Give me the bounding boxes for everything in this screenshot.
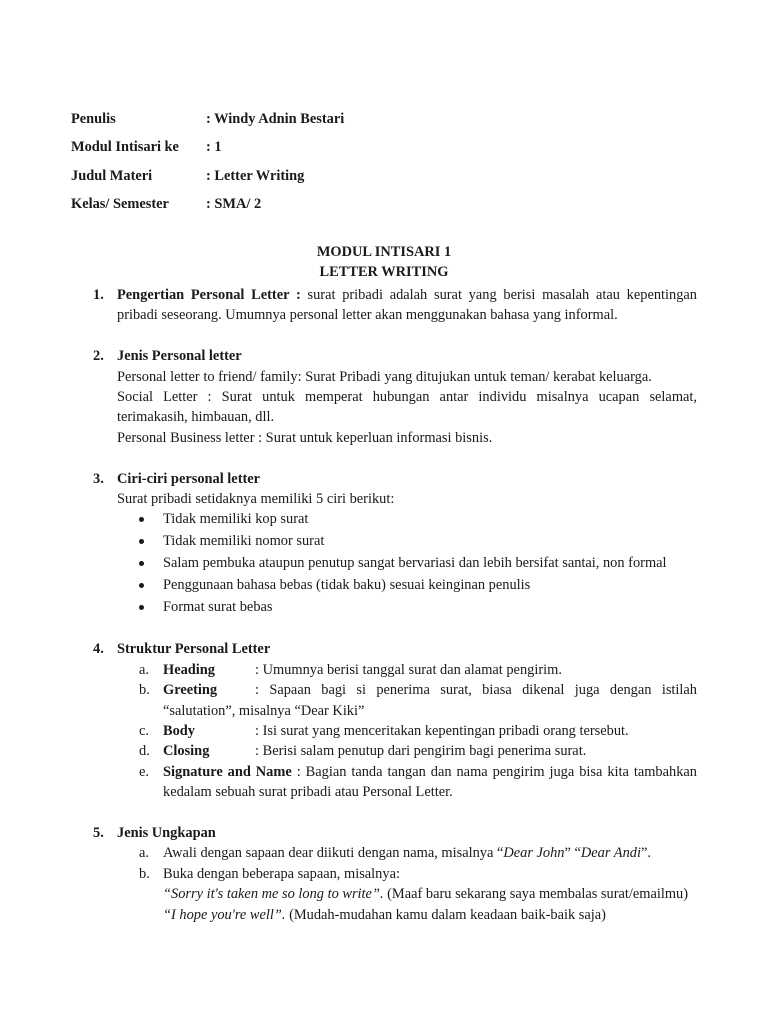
item-text: ”. (640, 845, 651, 862)
meta-value: : Letter Writing (206, 167, 305, 184)
document-subtitle: LETTER WRITING (319, 264, 449, 280)
section-number: 2. (93, 348, 104, 365)
item-key: Greeting (163, 682, 218, 699)
item-label: a. (139, 661, 149, 678)
item-text: : Sapaan bagi si penerima surat, biasa dikenal juga dengan istilah “salutation”, misalnya “Dear Kiki” (163, 682, 697, 719)
section-intro: Surat pribadi setidaknya memiliki 5 ciri berikut: (117, 491, 395, 508)
section-line: Personal letter to friend/ family: Surat Pribadi yang ditujukan untuk teman/ kerabat keluarga. (117, 368, 652, 385)
document-body (91, 285, 697, 925)
meta-value: : 1 (206, 139, 222, 156)
example-text: “I hope you're well”. (163, 906, 286, 923)
structure-item-greeting (117, 680, 697, 721)
structure-item-closing (117, 741, 697, 761)
meta-value: : SMA/ 2 (206, 195, 262, 212)
structure-item-body (117, 721, 697, 741)
example-text: “Sorry it's taken me so long to write”. (163, 886, 384, 903)
translation-text: (Mudah-mudahan kamu dalam keadaan baik-baik saja) (285, 906, 606, 923)
list-item: Format surat bebas (117, 597, 697, 617)
item-text: : Umumnya berisi tanggal surat dan alamat pengirim. (255, 661, 562, 678)
section-text: surat pribadi adalah surat yang berisi masalah atau kepentingan pribadi seseorang. Umumnya personal letter akan menggunakan bahasa yang informal. (117, 287, 697, 324)
item-label: b. (139, 682, 150, 699)
section-heading: Pengertian Personal Letter : (117, 287, 301, 303)
example-line (163, 884, 697, 904)
list-item: Penggunaan bahasa bebas (tidak baku) sesuai keinginan penulis (117, 575, 697, 595)
item-text: : Berisi salam penutup dari pengirim bagi penerima surat. (255, 743, 587, 760)
bullet-list (117, 509, 697, 617)
section-2 (91, 346, 697, 448)
section-5 (91, 823, 697, 925)
expression-item-a (117, 843, 697, 863)
item-label: e. (139, 763, 149, 780)
section-number: 5. (93, 825, 104, 841)
meta-key: Modul Intisari ke (71, 139, 179, 156)
section-number: 3. (93, 470, 104, 487)
list-item: Tidak memiliki nomor surat (117, 531, 697, 551)
meta-key: Judul Materi (71, 167, 153, 184)
meta-value: : Windy Adnin Bestari (206, 111, 345, 127)
section-heading: Jenis Ungkapan (117, 825, 216, 841)
structure-item-signature (117, 762, 697, 803)
item-key: Heading (163, 661, 215, 678)
expression-item-b (117, 864, 697, 925)
list-item: Tidak memiliki kop surat (117, 509, 697, 529)
item-text: : Isi surat yang menceritakan kepentingan pribadi orang tersebut. (255, 722, 629, 739)
section-heading: Ciri-ciri personal letter (117, 470, 261, 487)
item-text: : Bagian tanda tangan dan nama pengirim juga bisa kita tambahkan kedalam sebuah surat pribadi atau Personal Letter. (163, 763, 697, 801)
section-line: Personal Business letter : Surat untuk keperluan informasi bisnis. (117, 429, 493, 446)
section-4 (91, 639, 697, 802)
section-heading: Struktur Personal Letter (117, 641, 271, 658)
structure-item-heading (117, 660, 697, 680)
section-number: 4. (93, 641, 104, 658)
section-3 (91, 469, 697, 618)
meta-key: Kelas/ Semester (71, 195, 169, 212)
item-label: d. (139, 743, 150, 760)
document-title: MODUL INTISARI 1 (316, 244, 452, 260)
item-text: ” “ (564, 845, 581, 862)
example-text: Dear John (503, 845, 565, 862)
item-key: Closing (163, 743, 210, 760)
item-label: b. (139, 865, 150, 882)
item-key: Body (163, 722, 195, 739)
example-line (163, 905, 697, 925)
section-1 (91, 285, 697, 326)
section-number: 1. (93, 287, 104, 303)
example-text: Dear Andi (580, 845, 641, 862)
item-label: a. (139, 845, 149, 862)
item-key: Signature and Name (163, 763, 292, 780)
item-text: Awali dengan sapaan dear diikuti dengan nama, misalnya “ (163, 845, 504, 862)
meta-key: Penulis (71, 111, 116, 127)
section-line: Social Letter : Surat untuk memperat hubungan antar individu misalnya ucapan selamat, terimakasih, himbauan, dll. (117, 389, 697, 426)
section-heading: Jenis Personal letter (117, 348, 242, 365)
translation-text: (Maaf baru sekarang saya membalas surat/emailmu) (383, 886, 689, 903)
item-label: c. (139, 722, 149, 739)
item-text: Buka dengan beberapa sapaan, misalnya: (163, 865, 400, 882)
list-item: Salam pembuka ataupun penutup sangat bervariasi dan lebih bersifat santai, non formal (117, 553, 697, 573)
